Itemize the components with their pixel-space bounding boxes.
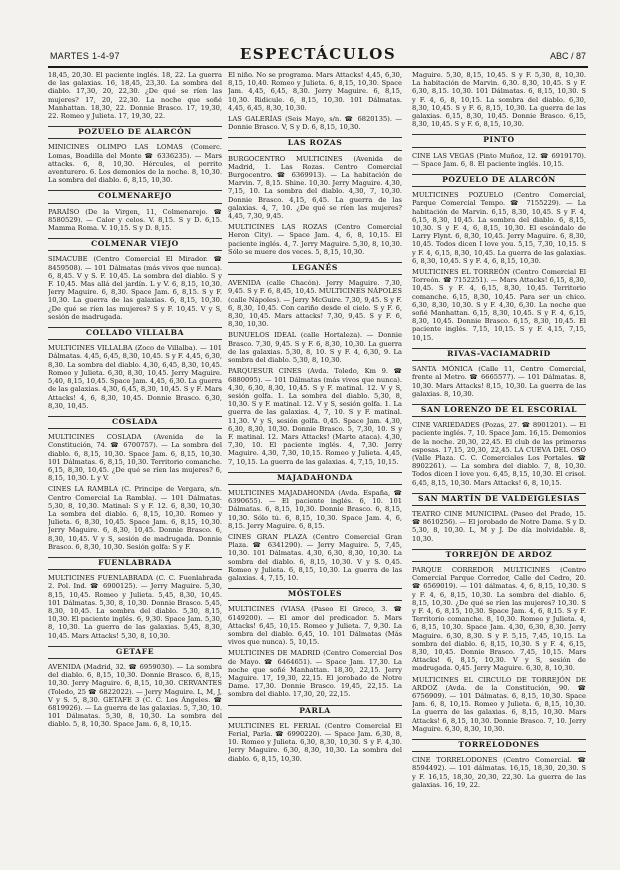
- locality-heading: SAN MARTÍN DE VALDEIGLESIAS: [412, 493, 586, 506]
- section-title: ESPECTÁCULOS: [239, 45, 397, 63]
- cinema-listing: AVENIDA (calle Chacón). Jerry Maguire. 7,30, 9,45. S y F. 6, 8,45, 10,45. MULTICINES NÁPOLES (calle Nápoles). — Jerry McGuire. 7,30, 9,45. S y F. 6, 8,30, 10,45. Con cariño desde el cielo. S y F. 6, 8,30, 10,45. Mars attacks! 7,30, 9,45. S y F. 6, 8,30, 10,30.: [228, 279, 402, 329]
- cinema-listing: MULTICINES VILLALBA (Zoco de Villalba). — 101 Dálmatas. 4,45, 6,45, 8,30, 10,45. S y F. 4,45, 6,30, 8,30. La sombra del diablo. 4,30, 6,45, 8,30, 10,45. Romeo y Julieta. 6,30, 8,30, 10,45. Jerry Maguire. 5,40, 8,15, 10,45. Space Jam. 4,45, 6,30. La guerra de las galaxias. 4,30, 6,45, 8,30, 10,45. S y F. Mars Attacks! 4, 6, 8,30, 10,45. Donnie Brasco. 6,30, 8,30, 10,45.: [48, 344, 222, 410]
- locality-heading: RIVAS-VACIAMADRID: [412, 348, 586, 361]
- locality-heading: COSLADA: [48, 416, 222, 429]
- cinema-listing: PARAÍSO (De la Virgen, 11, Colmenarejo. ☎ 8580529). — Calor y celos. V. 8,15. S y D. 6,15. Mamma Roma. V. 10,15. S y D. 8,15.: [48, 207, 222, 233]
- cinema-listing: MINICINES OLIMPO LAS LOMAS (Comerc. Lomas, Boadilla del Monte ☎ 6336235). — Mars attacks. 6, 8, 10,30. Hércules, el perrito aventurero. 6. Los demonios de la noche. 8, 10,30. La sombra del diablo. 6, 8,15, 10,30.: [48, 143, 222, 185]
- locality-heading: PARLA: [228, 705, 402, 718]
- cinema-listing: PARQUE CORREDOR MULTICINES (Centro Comercial Parque Corredor, Calle del Cedro, 20. ☎ 6569019). — 101 dálmatas. 4, 6, 8,15, 10,30. S y F. 4, 6, 8,15, 10,30. La sombra del diablo. 6, 8,15, 10,30. ¿De qué se ríen las mujeres? 10,30. S y F. 4, 6, 8,15, 10,30. Space Jam. 4, 6, 8,15. S y F. Territorio comanche. 8, 10,30. Romeo y Julieta. 4, 6, 8,15, 10,30. Space Jam. 4,30, 6,30, 8,30. Jerry Maguire. 6,30, 8,30. S y F. 5,15, 7,45, 10,15. La sombra del diablo. 6, 8,15, 10,30. S y F. 4, 6,15, 8,30, 10,45. Donnie Brasco. 7,45, 10,15. Mars Attacks! 6, 8,15, 10,30. V y S, sesión de madrugada. 0,45. Jerry Maguire. 6,30, 8, 10,30.: [412, 565, 586, 673]
- cinema-listing: AVENIDA (Madrid, 32. ☎ 6959030). — La sombra del diablo. 6, 8,15, 10,30. Donnie Brasco. 6, 8,15, 10,30. Jerry Maguire. 6, 8,15, 10,30. CERVANTES (Toledo, 25 ☎ 6822022). — Jerry Maguire. L, M, J, V y S. 5, 8,30. GETAFE 3 (C. C. Los Ángeles. ☎ 6819926). — La guerra de las galaxias. 5, 7,30, 10. 101 Dálmatas. 5,30, 8, 10,30. La sombra del diablo. 5, 8, 10,30. Space Jam. 6, 8, 10,15.: [48, 662, 222, 729]
- locality-heading: MÓSTOLES: [228, 588, 402, 601]
- locality-heading: FUENLABRADA: [48, 557, 222, 570]
- locality-heading: TORRELODONES: [412, 739, 586, 752]
- page-header: [48, 44, 588, 68]
- cinema-listing: CINE VARIEDADES (Pozas, 27. ☎ 8901201). — El paciente inglés. 7, 10. Space Jam. 16,15. Demonios de la noche. 20,30, 22,45. El club de las primeras esposas. 17,15, 20,30, 22,45. LA CUEVA DEL OSO (Valle Plaza. C. C. Comerciales Los Portales. ☎ 8902261). — La sombra del diablo. 7, 8, 10,30. Todos dicen I love you. 6,45, 8,15, 10,30. El crisol. 6,45, 8,15, 10,30. Mars Attacks! 6, 8, 10,15.: [412, 421, 586, 487]
- cinema-listing: MULTICINES DE MADRID (Centro Comercial Dos de Mayo. ☎ 6464651). — Space Jam. 17,30. La noche que soñé Manhattan. 18,30, 22,15. Jerry Maguire. 17, 19,30, 22,15. El jorobado de Notre Dame. 17,30. Donnie Brasco. 19,45, 22,15. La sombra del diablo. 17,30, 20, 22,15.: [228, 649, 402, 699]
- cinema-listing: BURGOCENTRO MULTICINES (Avenida de Madrid, 1. Las Rozas. Centro Comercial Burgocentro. ☎ 6369913). — La habitación de Marvin. 7, 8,15. Shine. 10,30. Jerry Maguire. 4,30, 7,15, 10. La sombra del diablo. 4,30, 7, 10,30. Donnie Brasco. 4,15, 6,45. La guerra de las galaxias. 4, 7, 10. ¿De qué se ríen las mujeres? 4,45, 7,30, 9,45.: [228, 154, 402, 221]
- listings-column-2: [228, 71, 402, 861]
- listings-column-1: [48, 71, 222, 861]
- issue-date: MARTES 1-4-97: [50, 51, 120, 61]
- cinema-listing: MULTICINES POZUELO (Centro Comercial, Parque Comercial Tempo. ☎ 7155229). — La habitación de Marvin. 6,15, 8,30, 10,45. S y F. 4, 6,15, 8,30, 10,45. La sombra del diablo. 6, 8,15, 10,30. S y F. 4, 6, 8,15, 10,30. El escándalo de Larry Flynt. 6, 8,30, 10,45. Jerry Maguire. 6, 8,30, 10,45. Todos dicen I love you. 5,15, 7,30, 10,15. S y F. 4, 6,15, 8,30, 10,45. La guerra de las galaxias. 6, 8,30, 10,45. S y F. 4, 6, 8,15, 10,30.: [412, 191, 586, 265]
- locality-heading: COLMENAR VIEJO: [48, 238, 222, 251]
- locality-heading: MAJADAHONDA: [228, 472, 402, 485]
- cinema-listing: MULTICINES EL TORREÓN (Centro Comercial El Torreón. ☎ 7152251). — Mars Attacks! 6,15, 8,30, 10,45. S y F. 4, 6,15, 8,30, 10,45. Territorio comanche. 6,15, 8,30, 10,45. Para ser un chico. 6,30, 8,30, 10,30. S y F. 4,30, 6,30. La noche que soñé Manhattan. 6,15, 8,30, 10,45. S y F. 4, 6,15, 8,30, 10,45. Donnie Brasco. 6,15, 8,30, 10,45. El paciente inglés. 7,15, 10,15. S y F. 4,15, 7,15, 10,15.: [412, 268, 586, 342]
- cinema-listing: CINE LAS VEGAS (Pinto Muñoz, 12. ☎ 6919170). — Space Jam. 6, 8. El paciente inglés. 10,15.: [412, 151, 586, 168]
- locality-heading: POZUELO DE ALARCÓN: [48, 126, 222, 139]
- locality-heading: GETAFE: [48, 646, 222, 659]
- cinema-listing: CINE TORRELODONES (Centro Comercial. ☎ 8594492). — 101 dálmatas. 16,15, 18,30, 20,30. S y F. 16,15, 18,30, 20,30, 22,30. La guerra de las galaxias. 16, 19, 22.: [412, 756, 586, 789]
- cinema-listing: MULTICINES FUENLABRADA (C. C. Fuenlabrada 2. Pol. Ind. ☎ 6900125). — Jerry Maguire. 5,30, 8,15, 10,45. Romeo y Julieta. 5,45, 8,30, 10,45. 101 Dálmatas. 5,30, 8, 10,30. Donnie Brasco. 5,45, 8,30, 10,45. La sombra del diablo. 5,30, 8,15, 10,30. El paciente inglés. 6, 9,30. Space Jam. 5,30, 8, 10,30. La guerra de las galaxias. 5,45, 8,30, 10,45. Mars Attacks! 5,30, 8, 10,30.: [48, 574, 222, 640]
- cinema-listing: CINES GRAN PLAZA (Centro Comercial Gran Plaza. ☎ 6341290). — Jerry Maguire. 5, 7,45, 10,30. 101 Dálmatas. 4,30, 6,30, 8,30, 10,30. La sombra del diablo. 6, 8,15, 10,30. V y S. 0,45. Romeo y Julieta. 6, 8,15, 10,30. La guerra de las galaxias. 4, 7,15, 10.: [228, 532, 402, 582]
- cinema-listing: Maguire. 5,30, 8,15, 10,45. S y F. 5,30, 8, 10,30. La habitación de Marvin. 6,30. 8,30, 10,45. S y F. 6,30, 8,15. 10,30. 101 Dálmatas. 6, 8,15, 10,30. S y F. 4, 6, 8, 10,15. La sombra del diablo. 6,30, 8,30, 10,45. S y F. 6, 8,15, 10,30. La guerra de las galaxias. 6,15, 8,30, 10,45. Donnie Brasco. 6,15, 8,30, 10,45. S y F. 6, 8,15, 10,30.: [412, 71, 586, 129]
- cinema-listing: SANTA MÓNICA (Calle 11, Centro Comercial, frente al Metro. ☎ 6665577). — 101 Dálmatas. 8, 10,30. Mars Attacks! 8,15, 10,30. La guerra de las galaxias. 8, 10,30.: [412, 365, 586, 398]
- listings-column-3: [412, 71, 586, 861]
- cinema-listing: SIMACUBE (Centro Comercial El Mirador. ☎ 8459508). — 101 Dálmatas (más vivos que nunca). 6, 8,45. V y S. F. 10,45. La sombra del diablo. S y F. 10,45. Mas allá del jardín. L y V. 6, 8,15, 10,30. Jerry Maguire. 6, 8,30. Space Jam. 6, 8,15. S y F. 10,30. La guerra de las galaxias. 6, 8,15, 10,30. ¿De qué se ríen las mujeres? S y F. 10,45. V y S, sesión de madrugada.: [48, 255, 222, 321]
- cinema-listing: MULTICINES LAS ROZAS (Centro Comercial Heron City). — Space Jam. 4, 6, 8, 10,15. El paciente inglés. 4, 7. Jerry Maguire. 5,30, 8, 10,30. Sólo se muere dos veces. 5, 8,15, 10,30.: [228, 223, 402, 256]
- locality-heading: LAS ROZAS: [228, 137, 402, 150]
- cinema-listing: LAS GALERÍAS (Seis Mayo, s/n. ☎ 6820135). — Donnie Brasco. V, S y D. 6, 8,15, 10,30.: [228, 115, 402, 132]
- cinema-listing: MULTICINES EL CIRCULO DE TORREJÓN DE ARDOZ (Avda. de la Constitución, 90. ☎ 6756909). — 101 Dálmatas. 6, 8,15, 10,30. Space Jam. 6, 8, 10,15. Romeo y Julieta. 6, 8,15, 10,30. La guerra de las galaxias. 6, 8,15, 10,30. Mars Attacks! 6, 8,15, 10,30. Donnie Brasco. 7, 10. Jerry Maguire. 6,30, 8,30, 10,30.: [412, 675, 586, 733]
- cinema-listing: BUNUELOS IDEAL (calle Hortaleza). — Donnie Brasco. 7,30, 9,45. S y F. 6, 8,30, 10,30. La guerra de las galaxias. 5,30, 8, 10. S y F. 4, 6,30, 9. La sombra del diablo. 5,30, 8, 10,30.: [228, 331, 402, 365]
- locality-heading: PINTO: [412, 134, 586, 147]
- locality-heading: SAN LORENZO DE EL ESCORIAL: [412, 404, 586, 417]
- locality-heading: COLLADO VILLALBA: [48, 327, 222, 340]
- cinema-listing: 18,45, 20,30. El paciente inglés. 18, 22. La guerra de las galaxias. 16, 18,45, 23,30. La sombra del diablo. 17,30, 20, 22,30. ¿De qué se ríen las mujeres? 17, 20, 22,30. La noche que soñé Manhattan. 18,30, 22. Donnie Brasco. 17, 19,30, 22. Romeo y Julieta. 17, 19,30, 22.: [48, 71, 222, 121]
- cinema-listing: CINES LA RAMBLA (C. Principe de Vergara, s/n. Centro Comercial La Rambla). — 101 Dálmatas. 5,30, 8, 10,30. Matinal: S y F. 12. 6, 8,30, 10,30. La sombra del diablo. 6, 8,15, 10,30. Romeo y Julieta. 6, 8,30, 10,45. Space Jam. 6, 8,15, 10,30. Jerry Maguire. 6, 8,30, 10,45. Donnie Brasco. 6, 8,30, 10,45. V y S, sesión de madrugada. Donnie Brasco. 6, 8,30, 10,30. Sesión golfa: S y F.: [48, 485, 222, 551]
- cinema-listing: PARQUESUR CINES (Avda. Toledo, Km 9. ☎ 6880095). — 101 Dálmatas (más vivos que nunca). 4,30, 6,30, 8,30, 10,45. S y F. matinal. 12. V y S, sesión golfa. 1. La sombra del diablo. 5,30, 8, 10,30. S y F. matinal. 12. V y S, sesión golfa. 1. La guerra de las galaxias. 4, 7, 10. S y F. matinal. 11,30. V y S, sesión golfa. 0,45. Space Jam. 4,30, 6,30, 8,30, 10,30. Donnie Brasco. 5, 7,30, 10. S y F. matinal. 12. Mars Attacks! (Marte ataca). 4,30, 7,30, 10. El paciente inglés. 4, 7,30. Jerry Maguire. 4,30, 7,30, 10,15. Romeo y Julieta. 4,45, 7, 10,15. La guerra de las galaxias. 4, 7,15, 10,15.: [228, 367, 402, 466]
- locality-heading: TORREJÓN DE ARDOZ: [412, 549, 586, 562]
- cinema-listing: MULTICINES (VIASA (Paseo El Greco, 3. ☎ 6149200). — El amor del predicador. 5. Mars Attacks! 6,45, 10,15. Romeo y Julieta. 7, 9,30. La sombra del diablo. 6,45, 10. 101 Dálmatas (Más vivos que nunca). 5, 10,15.: [228, 605, 402, 647]
- page-number: ABC / 87: [549, 51, 586, 61]
- cinema-listing: TEATRO CINE MUNICIPAL (Paseo del Prado, 15. ☎ 8610256). — El jorobado de Notre Dame. S y D. 5,30, 8, 10,30. L, M y J. De día inolvidable. 8, 10,30.: [412, 509, 586, 543]
- locality-heading: POZUELO DE ALARCÓN: [412, 174, 586, 187]
- cinema-listing: El niño. No se programa. Mars Attacks! 4,45, 6,30, 8,15, 10,40. Romeo y Julieta. 6, 8,15, 10,30. Space Jam. 4,45, 6,45, 8,30. Jerry Maguire. 6, 8,15, 10,30. Ridicule. 6, 8,15, 10,30. 101 Dálmatas. 4,45, 6,45, 8,30, 10,30.: [228, 71, 402, 112]
- cinema-listing: MULTICINES MAJADAHONDA (Avda. España, ☎ 6390655). — El paciente inglés. 6, 10. 101 Dálmatas. 6, 8,15, 10,30. Donnie Brasco. 6, 8,15, 10,30. Sólo tú. 6, 8,15, 10,30. Space Jam. 4, 6, 8,15. Jerry Maguire. 6, 8,15.: [228, 488, 402, 530]
- locality-heading: LEGANÉS: [228, 262, 402, 275]
- cinema-listing: MULTICINES COSLADA (Avenida de la Constitución, 74. ☎ 6700757). — La sombra del diablo. 6, 8,15, 10,30. Space Jam. 6, 8,15, 10,30. 101 Dálmatas. 6, 8,15, 10,30. Territorio comanche. 6,15, 8,30, 10,45. ¿De qué se ríen las mujeres? 6, 8,15, 10,30. L y V.: [48, 433, 222, 483]
- cinema-listing: MULTICINES EL FERIAL (Centro Comercial El Ferial, Parla. ☎ 6990220). — Space Jam. 6,30, 8, 10. Romeo y Julieta. 6,30, 8,30, 10,30. S y F. 4,30. Jerry Maguire. 6,30, 8,30, 10,30. La sombra del diablo. 6, 8,15, 10,30.: [228, 721, 402, 763]
- locality-heading: COLMENAREJO: [48, 190, 222, 203]
